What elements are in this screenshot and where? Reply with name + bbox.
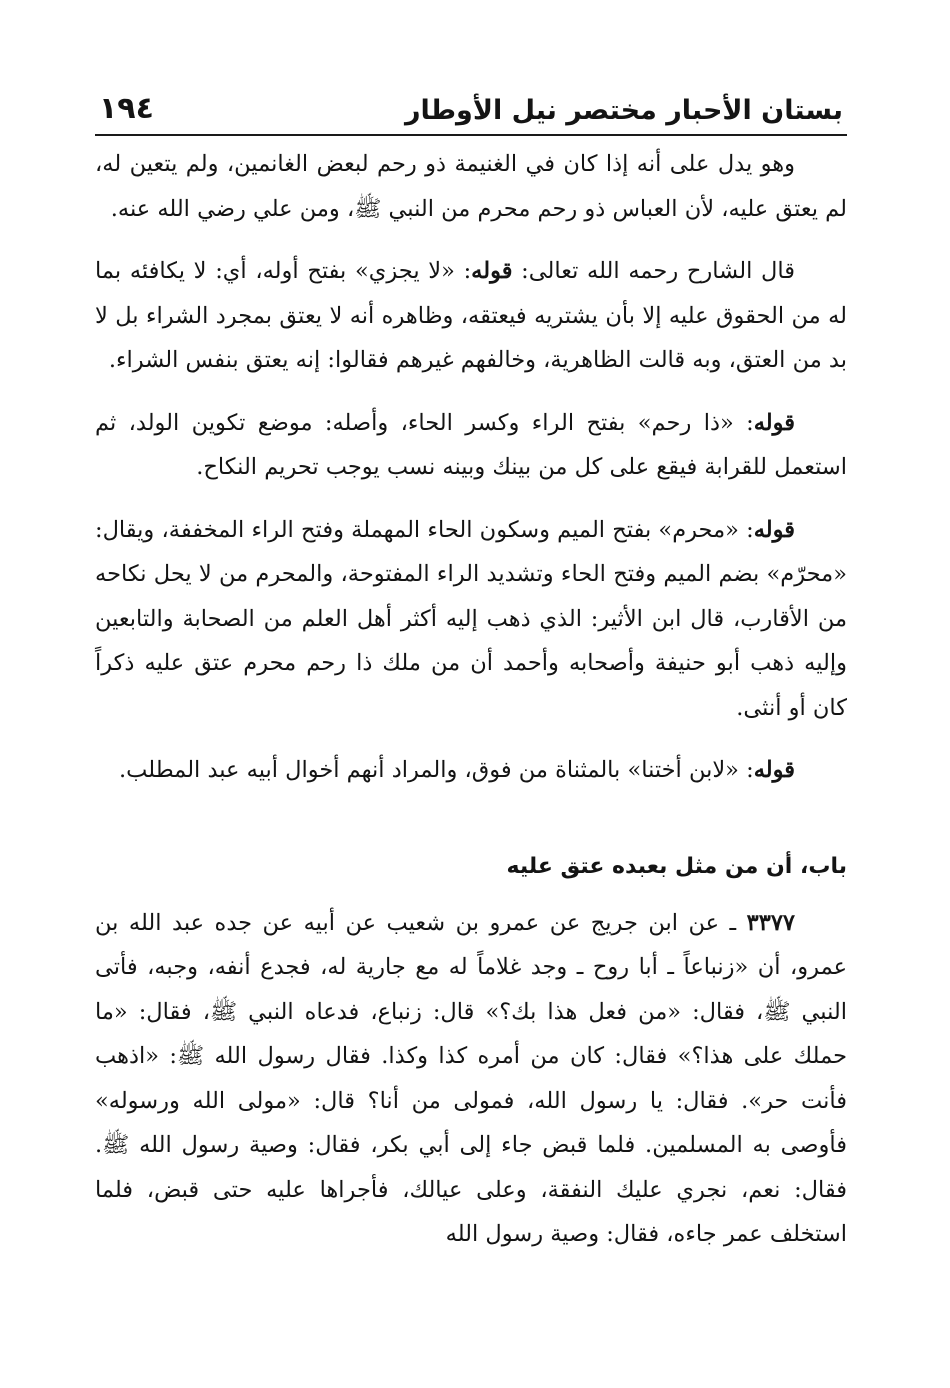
paragraph-4 xyxy=(95,508,847,731)
paragraph-text: وهو يدل على أنه إذا كان في الغنيمة ذو رحم لبعض الغانمين، ولم يتعين له، لم يعتق عليه، لأن العباس ذو رحم محرم من النبي ﷺ، ومن علي رضي الله عنه. xyxy=(95,151,847,222)
paragraph-keyword: قوله xyxy=(471,258,513,284)
paragraph-prefix: قال الشارح رحمه الله تعالى: xyxy=(512,258,795,284)
paragraph-5 xyxy=(95,748,847,793)
paragraph-keyword: قوله xyxy=(753,757,795,783)
hadith-paragraph xyxy=(95,901,847,1257)
paragraph-3 xyxy=(95,401,847,490)
hadith-text: ـ عن ابن جريج عن عمرو بن شعيب عن أبيه عن جده عبد الله بن عمرو، أن «زنباعاً ـ أبا روح ـ وجد غلاماً له مع جارية له، فجدع أنفه، وجبه، فأتى النبي ﷺ، فقال: «من فعل هذا بك؟» قال: زنباع، فدعاه النبي ﷺ، فقال: «ما حملك على هذا؟» فقال: كان من أمره كذا وكذا. فقال رسول الله ﷺ: «اذهب فأنت حر». فقال: يا رسول الله، فمولى من أنا؟ قال: «مولى الله ورسوله» فأوصى به المسلمين. فلما قبض جاء إلى أبي بكر، فقال: وصية رسول الله ﷺ. فقال: نعم، نجري عليك النفقة، وعلى عيالك، فأجراها عليه حتى قبض، فلما استخلف عمر جاءه، فقال: وصية رسول الله xyxy=(95,909,847,1247)
chapter-heading: باب، أن من مثل بعبده عتق عليه xyxy=(506,853,847,879)
paragraph-text: : «محرم» بفتح الميم وسكون الحاء المهملة وفتح الراء المخففة، ويقال: «محرّم» بضم الميم وفتح الحاء وتشديد الراء المفتوحة، والمحرم من لا يحل نكاحه من الأقارب، قال ابن الأثير: الذي ذهب إليه أكثر أهل العلم من الصحابة والتابعين وإليه ذهب أبو حنيفة وأصحابه وأحمد أن من ملك ذا رحم محرم عتق عليه ذكراً كان أو أنثى. xyxy=(95,516,847,721)
hadith-number: ٣٣٧٧ xyxy=(746,909,795,936)
paragraph-2 xyxy=(95,249,847,383)
book-page xyxy=(95,70,847,1275)
paragraph-1 xyxy=(95,142,847,231)
paragraph-text: : «لابن أختنا» بالمثناة من فوق، والمراد أنهم أخوال أبيه عبد المطلب. xyxy=(119,757,754,783)
paragraph-text: : «ذا رحم» بفتح الراء وكسر الحاء، وأصله: موضع تكوين الولد، ثم استعمل للقرابة فيقع على كل من بينك وبينه نسب يوجب تحريم النكاح. xyxy=(95,409,847,480)
paragraph-keyword: قوله xyxy=(753,516,795,543)
running-header xyxy=(95,70,847,132)
header-title: بستان الأحبار مختصر نيل الأوطار xyxy=(404,95,843,126)
paragraph-keyword: قوله xyxy=(753,409,796,436)
page-number: ١٩٤ xyxy=(99,91,154,126)
paragraph-text: : «لا يجزي» بفتح أوله، أي: لا يكافئه بما له من الحقوق عليه إلا بأن يشتريه فيعتقه، وظاهره أنه لا يعتق بمجرد الشراء بل لا بد من العتق، وبه قالت الظاهرية، وخالفهم غيرهم فقالوا: إنه يعتق بنفس الشراء. xyxy=(95,258,847,373)
header-divider xyxy=(95,134,847,136)
page-body xyxy=(95,142,847,1257)
